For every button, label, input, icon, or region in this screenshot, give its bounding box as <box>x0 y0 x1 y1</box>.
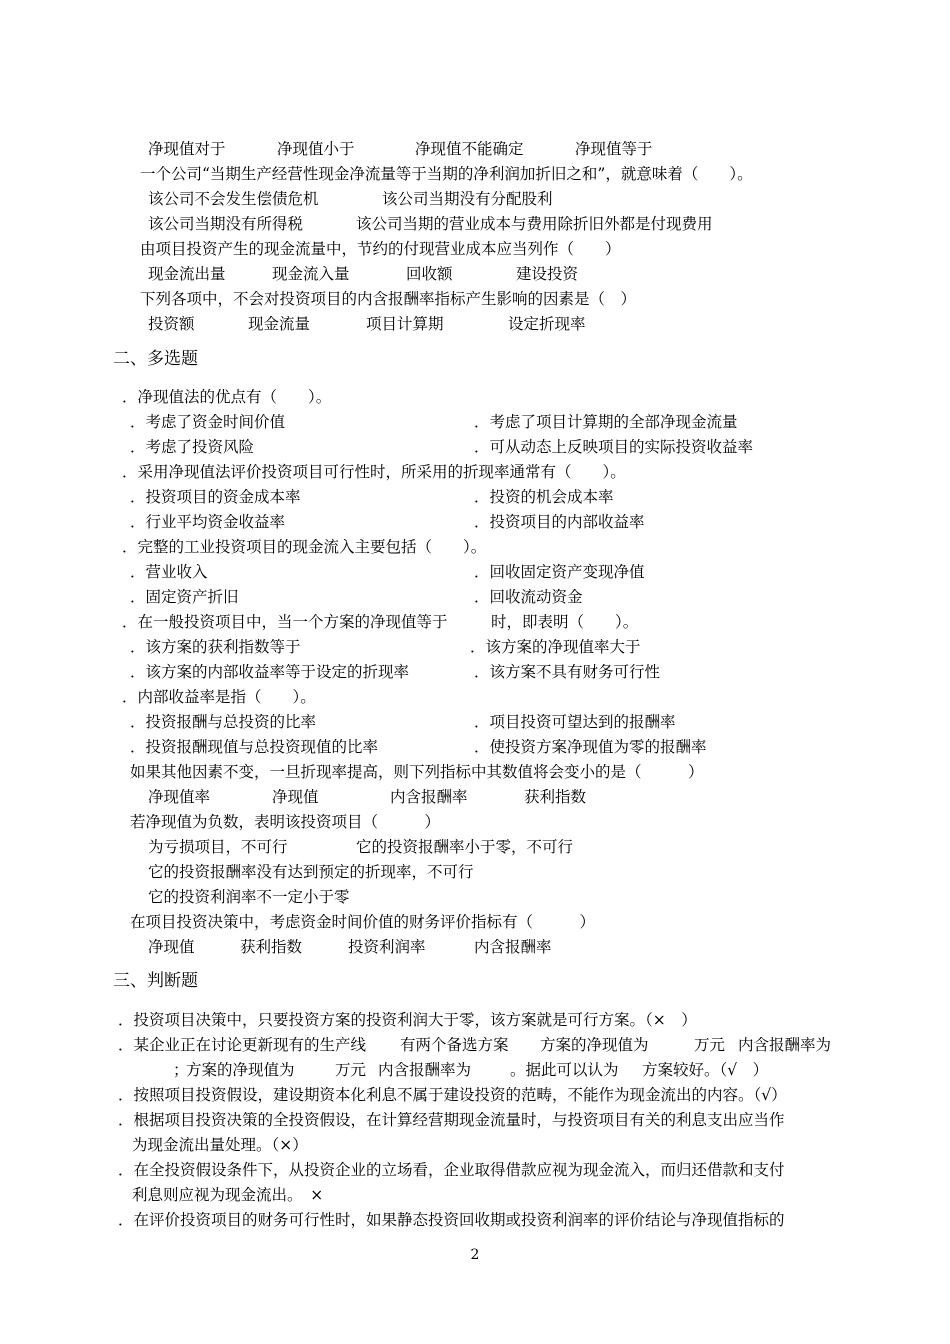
statement <box>0 1082 950 1108</box>
option-d: ．该方案不具有财务可行性 <box>474 663 661 681</box>
question-text: 如果其他因素不变，一旦折现率提高，则下列指标中其数值将会变小的是（ ） <box>130 763 704 781</box>
option-a: 该公司不会发生偿债危机 <box>148 190 319 208</box>
statement <box>0 1107 950 1133</box>
statement-text: 万元 <box>335 1061 367 1079</box>
statement-text: ．按照项目投资假设，建设期资本化利息不属于建设投资的范畴，不能作为现金流出的内容。（√） <box>118 1086 787 1104</box>
question-stem <box>0 161 950 187</box>
statement-text: ．在全投资假设条件下，从投资企业的立场看，企业取得借款应视为现金流入，而归还借款和支付 <box>118 1161 785 1179</box>
option-d: 它的投资利润率不一定小于零 <box>148 888 350 906</box>
option-row <box>0 484 950 510</box>
question-text: ．净现值法的优点有（ ）。 <box>122 388 332 406</box>
option-c: 项目计算期 <box>366 315 444 333</box>
option-d: 内含报酬率 <box>474 938 552 956</box>
option-row <box>0 136 950 162</box>
question-text: ．采用净现值法评价投资项目可行性时，所采用的折现率通常有（ ）。 <box>122 463 626 481</box>
statement-text: 内含报酬率为 <box>738 1036 832 1054</box>
option-row <box>0 434 950 460</box>
option-row <box>0 311 950 337</box>
question-stem <box>0 459 950 485</box>
statement-text: 万元 <box>694 1036 726 1054</box>
statement-text: ．在评价投资项目的财务可行性时，如果静态投资回收期或投资利润率的评价结论与净现值指标的 <box>118 1211 785 1229</box>
question-text: ．在一般投资项目中，当一个方案的净现值等于 <box>122 613 448 631</box>
option-d: ．可从动态上反映项目的实际投资收益率 <box>474 438 754 456</box>
question-stem <box>0 609 950 635</box>
question-stem <box>0 809 950 835</box>
option-b: 净现值小于 <box>277 140 355 158</box>
option-c: ．投资报酬现值与总投资现值的比率 <box>130 738 379 756</box>
option-a: ．投资项目的资金成本率 <box>130 488 301 506</box>
statement-continuation <box>0 1132 950 1158</box>
option-d: 建设投资 <box>516 265 579 283</box>
option-row <box>0 186 950 212</box>
option-a: ．营业收入 <box>130 563 208 581</box>
question-stem <box>0 909 950 935</box>
statement-text: 内含报酬率为 <box>378 1061 472 1079</box>
option-row <box>0 709 950 735</box>
option-row <box>0 784 950 810</box>
question-text: 在项目投资决策中，考虑资金时间价值的财务评价指标有（ ） <box>130 913 596 931</box>
question-stem <box>0 286 950 312</box>
statement-text: 。据此可以认为 <box>510 1061 619 1079</box>
question-stem <box>0 759 950 785</box>
statement-text: 有两个备选方案 <box>400 1036 509 1054</box>
page-number: 2 <box>470 1247 480 1263</box>
option-a: 净现值 <box>148 938 195 956</box>
option-row <box>0 584 950 610</box>
statement-continuation <box>0 1057 950 1083</box>
option-row <box>0 261 950 287</box>
question-text: 若净现值为负数，表明该投资项目（ ） <box>130 813 441 831</box>
option-d: 该公司当期的营业成本与费用除折旧外都是付现费用 <box>356 215 713 233</box>
option-b: ．考虑了项目计算期的全部净现金流量 <box>474 413 738 431</box>
section-heading <box>0 968 950 994</box>
option-c: 回收额 <box>406 265 453 283</box>
statement-text: ； <box>173 1061 189 1079</box>
option-a: 现金流出量 <box>148 265 226 283</box>
option-c: ．行业平均资金收益率 <box>130 513 286 531</box>
option-b: 获利指数 <box>240 938 303 956</box>
statement-text: 方案较好。（√ ） <box>642 1061 769 1079</box>
option-a: ．投资报酬与总投资的比率 <box>130 713 317 731</box>
section-heading <box>0 346 950 372</box>
statement-text: 利息则应视为现金流出。 × <box>132 1186 324 1204</box>
option-b: 净现值 <box>272 788 319 806</box>
option-row <box>0 509 950 535</box>
statement <box>0 1157 950 1183</box>
option-d: 获利指数 <box>524 788 587 806</box>
question-stem <box>0 684 950 710</box>
question-stem <box>0 384 950 410</box>
option-c: 内含报酬率 <box>390 788 468 806</box>
question-text: 由项目投资产生的现金流量中，节约的付现营业成本应当列作（ ） <box>140 240 621 258</box>
question-text-tail: 时，即表明（ ）。 <box>491 613 639 631</box>
statement-text: 方案的净现值为 <box>540 1036 649 1054</box>
option-a: ．考虑了资金时间价值 <box>130 413 286 431</box>
option-row <box>0 559 950 585</box>
option-b: 现金流量 <box>248 315 311 333</box>
option-row <box>0 409 950 435</box>
option-d: 净现值等于 <box>575 140 653 158</box>
option-row <box>0 884 950 910</box>
option-row <box>0 934 950 960</box>
option-a: 净现值对于 <box>148 140 226 158</box>
option-d: ．回收流动资金 <box>474 588 583 606</box>
question-text: ．内部收益率是指（ ）。 <box>122 688 316 706</box>
option-row <box>0 834 950 860</box>
option-b: ．投资的机会成本率 <box>474 488 614 506</box>
option-row <box>0 211 950 237</box>
statement-continuation <box>0 1182 950 1208</box>
section-title: 二、多选题 <box>113 349 198 369</box>
question-text: ．完整的工业投资项目的现金流入主要包括（ ）。 <box>122 538 487 556</box>
statement <box>0 1032 950 1058</box>
question-text: 一个公司“当期生产经营性现金净流量等于当期的净利润加折旧之和”，就意味着（ ）。 <box>140 165 753 183</box>
option-d: 设定折现率 <box>508 315 586 333</box>
question-text: 下列各项中，不会对投资项目的内含报酬率指标产生影响的因素是（ ） <box>140 290 637 308</box>
option-c: 投资利润率 <box>348 938 426 956</box>
option-c: 该公司当期没有所得税 <box>148 215 304 233</box>
option-b: ．回收固定资产变现净值 <box>474 563 645 581</box>
option-c: 净现值不能确定 <box>415 140 524 158</box>
option-c: ．该方案的内部收益率等于设定的折现率 <box>130 663 410 681</box>
statement <box>0 1007 950 1033</box>
option-d: ．投资项目的内部收益率 <box>474 513 645 531</box>
option-c: 它的投资报酬率没有达到预定的折现率，不可行 <box>148 863 474 881</box>
option-a: 投资额 <box>148 315 195 333</box>
option-a: 为亏损项目，不可行 <box>148 838 288 856</box>
option-b: 该公司当期没有分配股利 <box>382 190 553 208</box>
statement <box>0 1207 950 1233</box>
statement-text: ．某企业正在讨论更新现有的生产线 <box>118 1036 367 1054</box>
option-a: 净现值率 <box>148 788 211 806</box>
option-b: ．该方案的净现值率大于 <box>470 638 641 656</box>
option-a: ．该方案的获利指数等于 <box>130 638 301 656</box>
option-row <box>0 659 950 685</box>
option-d: ．使投资方案净现值为零的报酬率 <box>474 738 707 756</box>
statement-text: 方案的净现值为 <box>186 1061 295 1079</box>
option-b: 它的投资报酬率小于零，不可行 <box>356 838 574 856</box>
question-stem <box>0 534 950 560</box>
option-b: ．项目投资可望达到的报酬率 <box>474 713 676 731</box>
option-c: ．固定资产折旧 <box>130 588 239 606</box>
option-row <box>0 634 950 660</box>
question-stem <box>0 236 950 262</box>
option-row <box>0 734 950 760</box>
section-title: 三、判断题 <box>113 971 198 991</box>
option-row <box>0 859 950 885</box>
option-c: ．考虑了投资风险 <box>130 438 255 456</box>
statement-text: ．根据项目投资决策的全投资假设，在计算经营期现金流量时，与投资项目有关的利息支出应当作 <box>118 1111 785 1129</box>
statement-text: 为现金流出量处理。（×） <box>132 1136 308 1154</box>
option-b: 现金流入量 <box>272 265 350 283</box>
statement-text: ．投资项目决策中，只要投资方案的投资利润大于零，该方案就是可行方案。（× ） <box>118 1011 697 1029</box>
